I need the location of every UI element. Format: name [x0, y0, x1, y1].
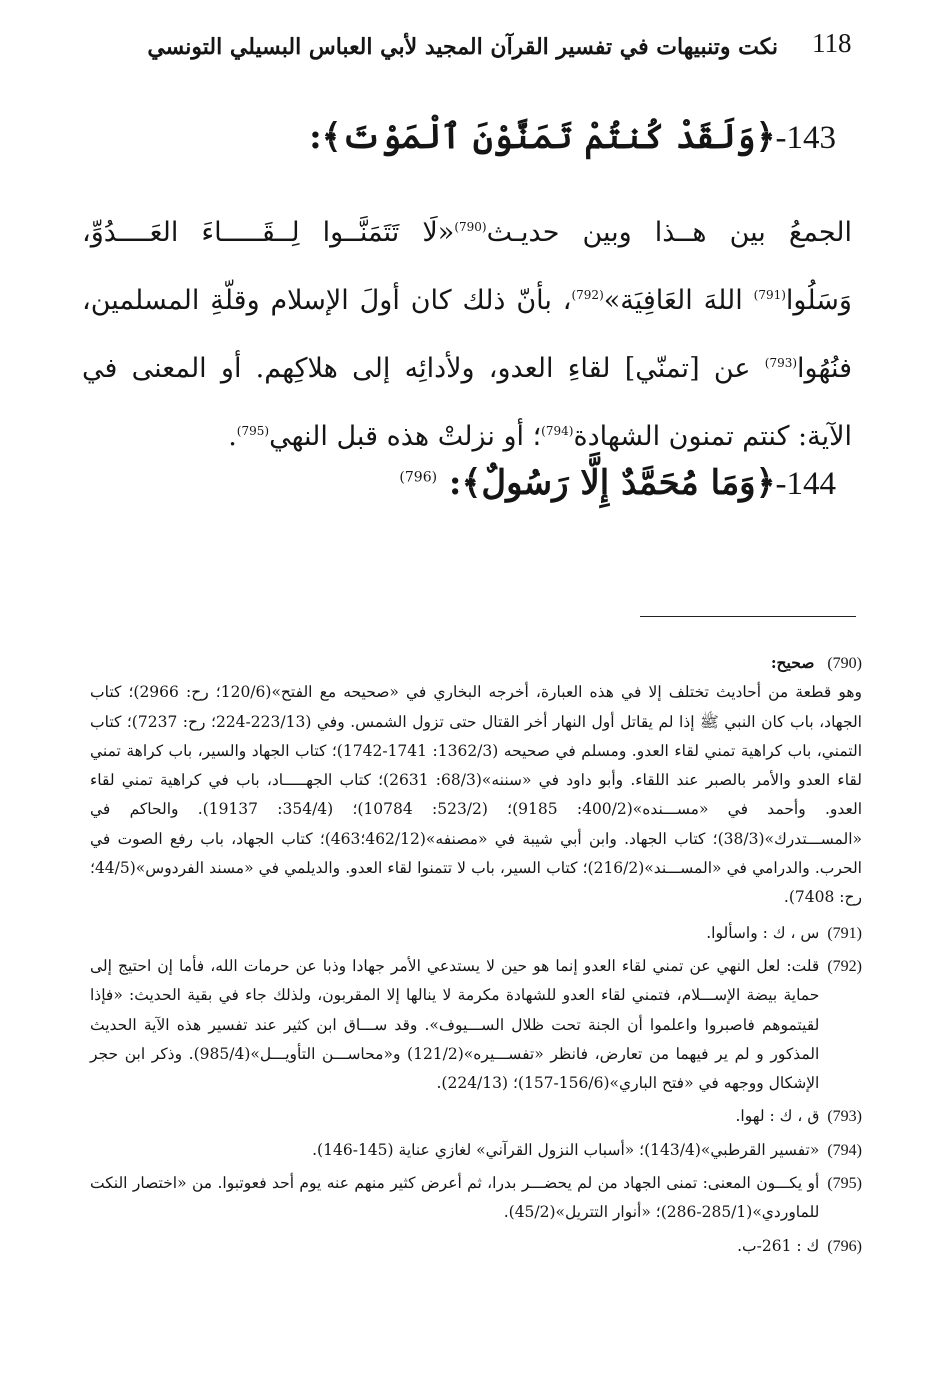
footnote-ref[interactable]: (794): [541, 424, 574, 438]
verse-text: ﴿وَلَقَدْ كُنتُمْ تَمَنَّوْنَ ٱلْمَوْتَ﴾:: [309, 117, 776, 157]
footnote-text: ق ، ك : لهوا.: [735, 1107, 820, 1126]
verse-number: 144-: [775, 466, 836, 502]
page-number: 118: [812, 28, 852, 58]
commentary-text: ؛ أو نزلتْ هذه قبل النهي: [269, 421, 542, 452]
footnote-label: (790): [827, 655, 862, 672]
footnote-label: (792): [827, 957, 862, 975]
footnote-ref[interactable]: (796): [399, 469, 438, 486]
footnote-label: (796): [827, 1237, 862, 1255]
commentary-text: عن [تمنّي] لقاءِ العدو، ولأدائِه إلى هلاكِهم. أو المعنى في الآية: كنتم تمنون الشهادة: [82, 353, 852, 452]
footnote-text: ك : 261-ب.: [737, 1236, 820, 1255]
footnotes-section: [90, 648, 862, 1265]
footnote-separator: [640, 616, 856, 617]
footnote-790: [90, 648, 862, 913]
footnote-ref[interactable]: (793): [764, 356, 798, 370]
footnote-text: أو يكـــون المعنى: تمنى الجهاد من لم يحضـــر بدرا، ثم أعرض كثير منهم عنه يوم أحد فعوتبوا. من «اختصار النكت للماوردي»(285/1-286)؛ «أنوار التتريل»(45/2).: [90, 1174, 820, 1222]
footnote-label: (793): [827, 1108, 862, 1126]
footnote-label: (794): [827, 1141, 862, 1159]
footnote-text: وهو قطعة من أحاديث تختلف إلا في هذه العبارة، أخرجه البخاري في «صحيحه مع الفتح»(120/6؛ رح: 2966)؛ كتاب الجهاد، باب كان النبي ﷺ إذا لم يقاتل أول النهار أخر القتال حتى تزول الشمس. وفي (223/13-224؛ رح: 7237)؛ كتاب التمني، باب كراهية تمني لقاء العدو. ومسلم في صحيحه (1362/3: 1741-1742)؛ كتاب الجهاد والسير، باب كراهة تمني لقاء العدو والأمر بالصبر عند اللقاء. وأبو داود في «سننه»(68/3: 2631)؛ كتاب الجهـــــاد، باب في كراهية تمني لقاء العدو. وأحمد في «مســـنده»(400/2: 9185)؛ (523/2: 10784)؛ (354/4: 19137). والحاكم في «المســـتدرك»(38/3)؛ كتاب الجهاد. وابن أبي شيبة في «مصنفه»(462/12؛463)؛ كتاب الجهاد، باب رفع الصوت في الحرب. والدرامي في «المســـند»(216/2)؛ كتاب السير، باب لا تتمنوا لقاء العدو. والديلمي في «مسند الفردوس»(44/5؛ رح: 7408).: [90, 683, 863, 907]
footnote-text: قلت: لعل النهي عن تمني لقاء العدو إنما هو حين لا يستدعي الأمر جهادا وذبا عن حرمات الله، فأما إن احتيج إلى حماية بيضة الإســـلام، فتمني لقاء العدو للشهادة مكرمة لا ينالها إلا المقربون، ولذلك جاء في بقية الحديث: «فإذا لقيتموهم فاصبروا واعلموا أن الجنة تحت ظلال الســـيوف». وقد ســـاق ابن كثير عند تفسير هذه الآية الحديث المذكور و لم ير فيهما من تعارض، فانظر «تفســـيره»(121/2) و«محاســـن التأويـــل»(985/4). وذكر ابن حجر الإشكال ووجهه في «فتح الباري»(156/6-157)؛ (224/13).: [90, 956, 820, 1093]
footnote-text: س ، ك : واسألوا.: [706, 923, 820, 942]
footnote-795: [90, 1169, 862, 1228]
commentary-text: الجمعُ بين هــذا وبين حديـث: [486, 217, 852, 248]
verse-heading-143: [136, 116, 836, 157]
footnote-label: (791): [827, 924, 862, 942]
footnote-793: [90, 1102, 862, 1131]
footnote-text: «تفسير القرطبي»(143/4)؛ «أسباب النزول القرآني» لغازي عناية (145-146).: [312, 1140, 820, 1159]
footnote-title: صحيح:: [770, 653, 815, 672]
hadith-quote: «لَا تَتَمَنَّــوا لِــقَـــــاءَ العَــــدُوِّ، وَسَلُوا: [82, 217, 852, 316]
running-header-title: نكت وتنبيهات في تفسير القرآن المجيد لأبي العباس البسيلي التونسي: [147, 34, 778, 60]
verse-text: ﴿وَمَا مُحَمَّدٌ إِلَّا رَسُولٌ﴾:: [448, 463, 776, 503]
commentary-paragraph: [82, 196, 852, 468]
commentary-text: ، بأنّ ذلك كان أولَ الإسلام وقلّةِ المسلمين، فنُهُوا: [82, 285, 852, 384]
hadith-quote: اللهَ العَافِيَة»: [603, 285, 743, 316]
footnote-794: [90, 1136, 862, 1165]
footnote-792: [90, 952, 862, 1098]
commentary-text: .: [228, 421, 237, 452]
footnote-796: [90, 1232, 862, 1261]
verse-number: 143-: [775, 120, 836, 156]
footnote-label: (795): [827, 1175, 862, 1193]
footnote-ref[interactable]: (792): [571, 288, 604, 302]
footnote-ref[interactable]: (795): [236, 424, 270, 438]
footnote-ref[interactable]: (790): [454, 220, 487, 234]
footnote-791: [90, 919, 862, 948]
verse-heading-144: [136, 462, 836, 503]
footnote-ref[interactable]: (791): [753, 288, 786, 302]
